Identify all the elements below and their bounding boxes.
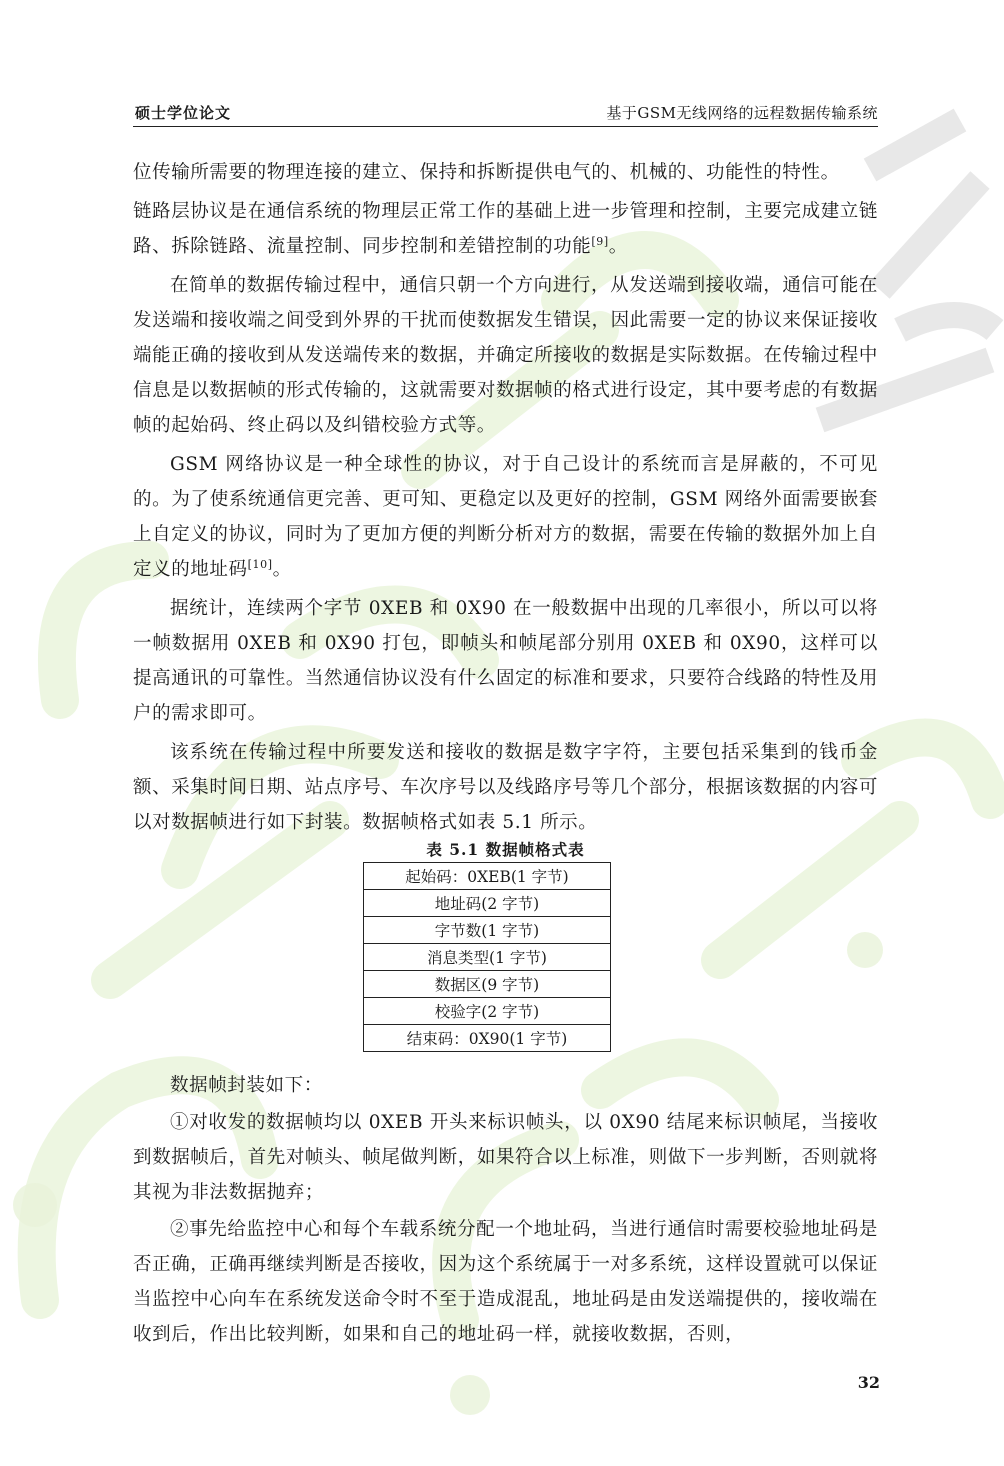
frame-format-table (363, 862, 611, 1052)
paragraph-encapsulation-intro: 数据帧封装如下： (170, 1075, 323, 1096)
table-cell-byte-count: 字节数(1 字节) (364, 917, 611, 944)
table-cell-address-code: 地址码(2 字节) (364, 890, 611, 917)
paragraph-transmission: 在简单的数据传输过程中，通信只朝一个方向进行，从发送端到接收端，通信可能在发送端和接收端之间受到外界的干扰而使数据发生错误，因此需要一定的协议来保证接收端能正确的接收到从发送端传来的数据，并确定所接收的数据是实际数据。在传输过程中信息是以数据帧的形式传输的，这就需要对数据帧的格式进行设定，其中要考虑的有数据帧的起始码、终止码以及纠错校验方式等。 (133, 275, 878, 436)
table-row (364, 863, 611, 890)
table-row (364, 1025, 611, 1052)
table-cell-start-code: 起始码：0XEB(1 字节) (364, 863, 611, 890)
paragraph-statistics: 据统计，连续两个字节 0XEB 和 0X90 在一般数据中出现的几率很小，所以可以将一帧数据用 0XEB 和 0X90 打包，即帧头和帧尾部分别用 0XEB 和 0X90，这样可以提高通讯的可靠性。当然通信协议没有什么固定的标准和要求，只要符合线路的特性及用户的需求即可。 (133, 598, 878, 724)
table-row (364, 944, 611, 971)
paragraph-link-layer: 链路层协议是在通信系统的物理层正常工作的基础上进一步管理和控制，主要完成建立链路、拆除链路、流量控制、同步控制和差错控制的功能[9]。 (133, 201, 878, 257)
table-cell-checksum: 校验字(2 字节) (364, 998, 611, 1025)
table-cell-data-area: 数据区(9 字节) (364, 971, 611, 998)
citation-10: [10] (247, 557, 273, 571)
table-cell-end-code: 结束码：0X90(1 字节) (364, 1025, 611, 1052)
body-text-upper (133, 155, 878, 844)
paragraph-gsm-protocol: GSM 网络协议是一种全球性的协议，对于自己设计的系统而言是屏蔽的，不可见的。为了使系统通信更完善、更可知、更稳定以及更好的控制，GSM 网络外面需要嵌套上自定义的协议，同时为了更加方便的判断分析对方的数据，需要在传输的数据外加上自定义的地址码[10]。 (133, 454, 878, 580)
running-header (133, 100, 878, 127)
paragraph-rule-1: ①对收发的数据帧均以 0XEB 开头来标识帧头，以 0X90 结尾来标识帧尾，当接收到数据帧后，首先对帧头、帧尾做判断，如果符合以上标准，则做下一步判断，否则就将其视为非法数据抛弃； (133, 1112, 878, 1203)
thesis-title-label: 基于GSM无线网络的远程数据传输系统 (606, 104, 878, 122)
paragraph-rule-2: ②事先给监控中心和每个车载系统分配一个地址码，当进行通信时需要校验地址码是否正确，正确再继续判断是否接收，因为这个系统属于一对多系统，这样设置就可以保证当监控中心向车在系统发送命令时不至于造成混乱，地址码是由发送端提供的，接收端在收到后，作出比较判断，如果和自己的地址码一样，就接收数据，否则， (133, 1219, 878, 1345)
body-text-lower (133, 1068, 878, 1354)
table-row (364, 998, 611, 1025)
paragraph-physical-layer: 位传输所需要的物理连接的建立、保持和拆断提供电气的、机械的、功能性的特性。 (133, 162, 840, 183)
page-number: 32 (857, 1373, 880, 1392)
table-row (364, 971, 611, 998)
citation-9: [9] (591, 234, 609, 248)
paragraph-system-data: 该系统在传输过程中所要发送和接收的数据是数字字符，主要包括采集到的钱币金额、采集时间日期、站点序号、车次序号以及线路序号等几个部分，根据该数据的内容可以对数据帧进行如下封装。数据帧格式如表 5.1 所示。 (133, 742, 878, 833)
thesis-type-label: 硕士学位论文 (135, 104, 232, 122)
table-row (364, 917, 611, 944)
table-caption: 表 5.1 数据帧格式表 (426, 840, 585, 859)
table-row (364, 890, 611, 917)
table-cell-message-type: 消息类型(1 字节) (364, 944, 611, 971)
